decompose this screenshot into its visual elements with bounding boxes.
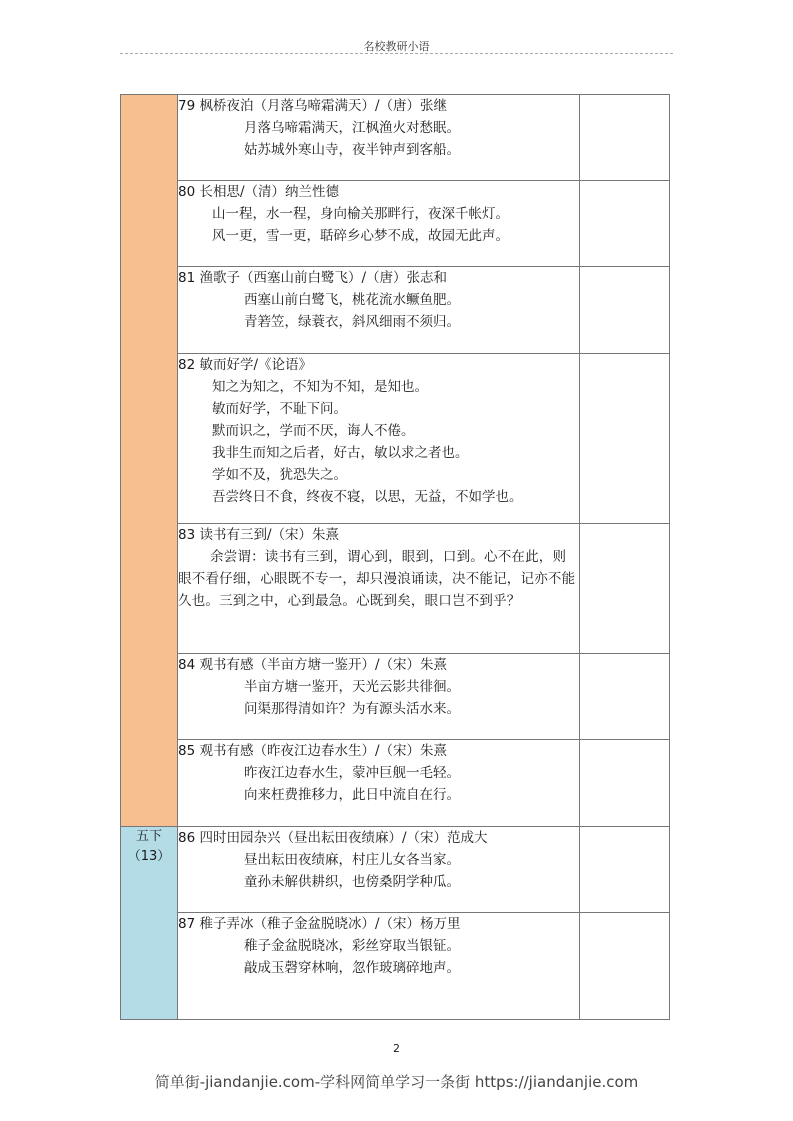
poem-79 bbox=[178, 95, 580, 181]
table-row bbox=[121, 95, 670, 181]
poem-title: 82 敏而好学/《论语》 bbox=[178, 357, 313, 373]
poem-line: 向来枉费推移力，此日中流自在行。 bbox=[244, 787, 460, 803]
poem-line: 山一程，水一程，身向榆关那畔行，夜深千帐灯。 bbox=[212, 206, 509, 222]
grade-label: 五下 bbox=[135, 829, 162, 844]
grade-cell-previous bbox=[121, 95, 178, 827]
poem-line: 问渠那得清如许？为有源头活水来。 bbox=[244, 701, 460, 717]
poem-line: 稚子金盆脱晓冰，彩丝穿取当银钲。 bbox=[244, 938, 460, 954]
grade-cell-wuxia bbox=[121, 827, 178, 1020]
blank-cell bbox=[580, 267, 670, 354]
table-row bbox=[121, 267, 670, 354]
blank-cell bbox=[580, 524, 670, 654]
poem-81 bbox=[178, 267, 580, 354]
poem-84 bbox=[178, 654, 580, 740]
poem-line: 月落乌啼霜满天，江枫渔火对愁眠。 bbox=[244, 120, 460, 136]
poem-line: 知之为知之，不知为不知，是知也。 bbox=[212, 379, 428, 395]
poem-line: 西塞山前白鹭飞，桃花流水鳜鱼肥。 bbox=[244, 292, 460, 308]
page-header: 名校教研小语 bbox=[363, 40, 430, 53]
poem-line: 昼出耘田夜绩麻，村庄儿女各当家。 bbox=[244, 852, 460, 868]
table-row bbox=[121, 181, 670, 267]
poem-table bbox=[120, 94, 670, 1020]
poem-86 bbox=[178, 827, 580, 913]
table-row bbox=[121, 654, 670, 740]
poem-title: 80 长相思/（清）纳兰性德 bbox=[178, 184, 340, 200]
poem-80 bbox=[178, 181, 580, 267]
table-row bbox=[121, 827, 670, 913]
poem-line: 敲成玉磬穿林响，忽作玻璃碎地声。 bbox=[244, 960, 460, 976]
poem-title: 83 读书有三到/（宋）朱熹 bbox=[178, 527, 340, 543]
poem-title: 86 四时田园杂兴（昼出耘田夜绩麻）/（宋）范成大 bbox=[178, 830, 488, 846]
blank-cell bbox=[580, 913, 670, 1020]
poem-85 bbox=[178, 740, 580, 827]
prose-text: 余尝谓：读书有三到，谓心到，眼到，口到。心不在此，则眼不看仔细，心眼既不专一，却只漫浪诵读，决不能记，记亦不能久也。三到之中，心到最急。心既到矣，眼口岂不到乎？ bbox=[178, 549, 576, 609]
poem-line: 我非生而知之后者，好古，敏以求之者也。 bbox=[212, 445, 469, 461]
header-divider bbox=[120, 53, 673, 54]
poem-87 bbox=[178, 913, 580, 1020]
blank-cell bbox=[580, 740, 670, 827]
poem-83 bbox=[178, 524, 580, 654]
table-row bbox=[121, 524, 670, 654]
table-row bbox=[121, 913, 670, 1020]
poem-title: 81 渔歌子（西塞山前白鹭飞）/（唐）张志和 bbox=[178, 270, 448, 286]
poem-line: 童孙未解供耕织，也傍桑阴学种瓜。 bbox=[244, 874, 460, 890]
blank-cell bbox=[580, 654, 670, 740]
poem-line: 默而识之，学而不厌，诲人不倦。 bbox=[212, 423, 415, 439]
poem-title: 87 稚子弄冰（稚子金盆脱晓冰）/（宋）杨万里 bbox=[178, 916, 461, 932]
table-row bbox=[121, 354, 670, 524]
poem-title: 84 观书有感（半亩方塘一鉴开）/（宋）朱熹 bbox=[178, 657, 448, 673]
poem-line: 姑苏城外寒山寺，夜半钟声到客船。 bbox=[244, 142, 460, 158]
blank-cell bbox=[580, 354, 670, 524]
blank-cell bbox=[580, 827, 670, 913]
grade-count: （13） bbox=[127, 849, 171, 864]
poem-line: 吾尝终日不食，终夜不寝，以思，无益，不如学也。 bbox=[212, 489, 523, 505]
poem-title: 85 观书有感（昨夜江边春水生）/（宋）朱熹 bbox=[178, 743, 448, 759]
blank-cell bbox=[580, 181, 670, 267]
poem-line: 半亩方塘一鉴开，天光云影共徘徊。 bbox=[244, 679, 460, 695]
poem-line: 青箬笠，绿蓑衣，斜风细雨不须归。 bbox=[244, 314, 460, 330]
table-row bbox=[121, 740, 670, 827]
poem-82 bbox=[178, 354, 580, 524]
poem-line: 风一更，雪一更，聒碎乡心梦不成，故园无此声。 bbox=[212, 228, 509, 244]
blank-cell bbox=[580, 95, 670, 181]
footer-watermark: 简单街-jiandanjie.com-学科网简单学习一条街 https://jiandanjie.com bbox=[154, 1073, 639, 1091]
page-number: 2 bbox=[393, 1042, 400, 1055]
poem-title: 79 枫桥夜泊（月落乌啼霜满天）/（唐）张继 bbox=[178, 98, 448, 114]
poem-line: 学如不及，犹恐失之。 bbox=[212, 467, 347, 483]
poem-line: 敏而好学，不耻下问。 bbox=[212, 401, 347, 417]
poem-line: 昨夜江边春水生，蒙冲巨舰一毛轻。 bbox=[244, 765, 460, 781]
